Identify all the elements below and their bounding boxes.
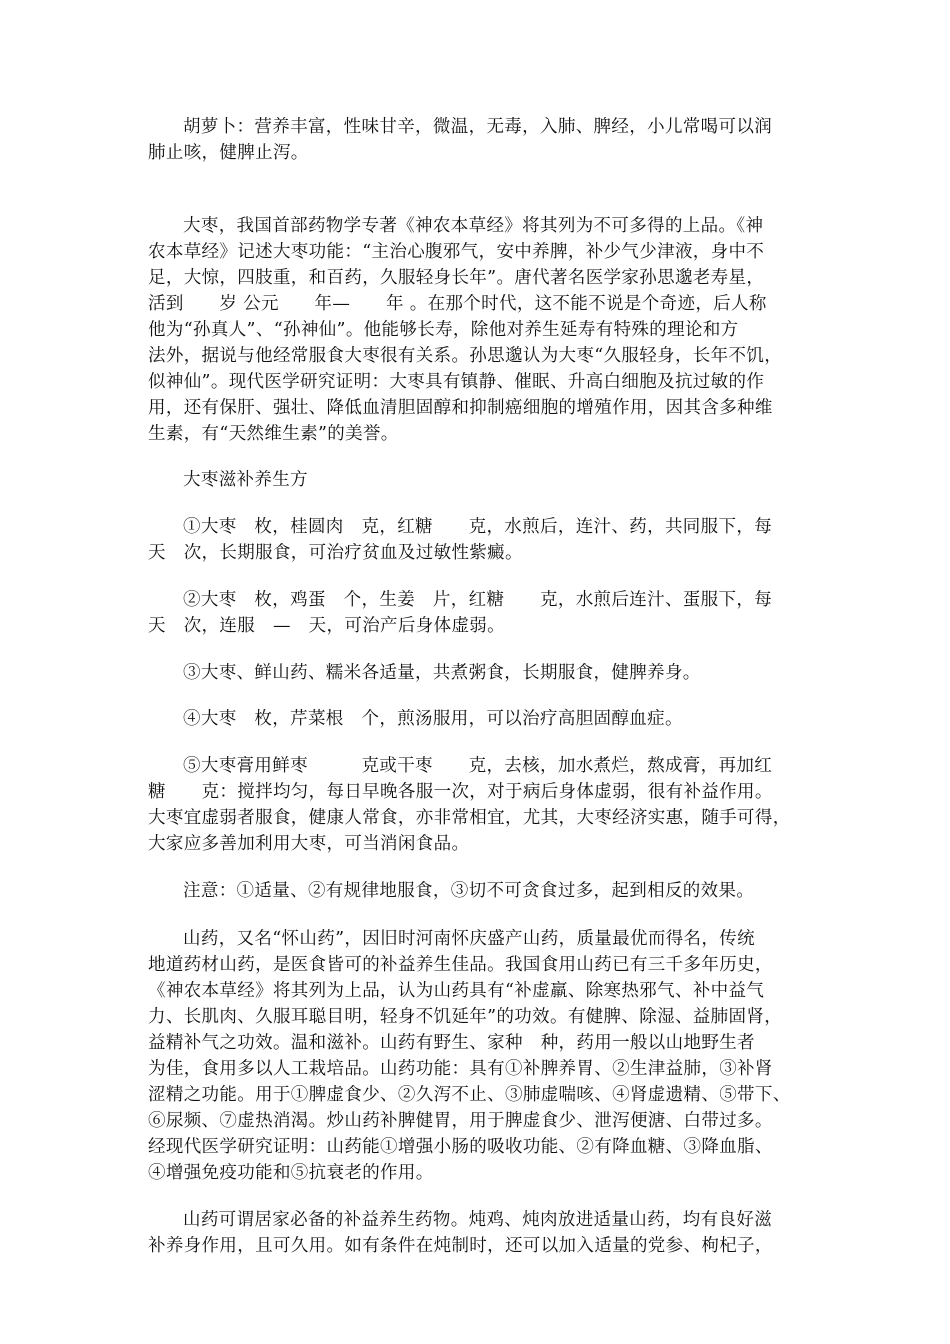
text-line: 糖 克：搅拌均匀，每日早晚各服一次，对于病后身体虚弱，很有补益作用。 — [148, 782, 773, 802]
text-line: 他为“孙真人”、“孙神仙”。他能够长寿，除他对养生延寿有特殊的理论和方 — [148, 320, 739, 340]
text-line: 涩精之功能。用于①脾虚食少、②久泻不止、③肺虚喘咳、④肾虚遗精、⑤带下、 — [148, 1085, 791, 1105]
section-heading: 大枣滋补养生方 — [183, 470, 308, 490]
text-line: 胡萝卜：营养丰富，性味甘辛，微温，无毒，入肺、脾经，小儿常喝可以润 — [183, 117, 773, 137]
text-line: 大枣宜虚弱者服食，健康人常食，亦非常相宜，尤其，大枣经济实惠，随手可得， — [148, 808, 791, 828]
text-line: 大枣，我国首部药物学专著《神农本草经》将其列为不可多得的上品。《神 — [183, 216, 764, 236]
text-line: 法外，据说与他经常服食大枣很有关系。孙思邈认为大枣“久服轻身，长年不饥， — [148, 346, 783, 366]
text-line: ④大枣 枚，芹菜根 个，煎汤服用，可以治疗高胆固醇血症。 — [183, 709, 683, 729]
note-line: 注意：①适量、②有规律地服食，③切不可贪食过多，起到相反的效果。 — [183, 881, 755, 901]
text-line: ③大枣、鲜山药、糯米各适量，共煮粥食，长期服食，健脾养身。 — [183, 663, 701, 683]
text-line: 天 次，连服 — 天，可治产后身体虚弱。 — [148, 616, 505, 636]
text-line: 用，还有保肝、强壮、降低血清胆固醇和抑制癌细胞的增殖作用，因其含多种维 — [148, 398, 773, 418]
text-line: 为佳，食用多以人工栽培品。山药功能：具有①补脾养胃、②生津益肺，③补肾 — [148, 1059, 773, 1079]
text-line: 生素，有“天然维生素”的美誉。 — [148, 424, 399, 444]
text-line: 经现代医学研究证明：山药能①增强小肠的吸收功能、②有降血糖、③降血脂、 — [148, 1137, 773, 1157]
text-line: ⑥尿频、⑦虚热消渴。炒山药补脾健胃，用于脾虚食少、泄泻便溏、白带过多。 — [148, 1111, 773, 1131]
text-line: 地道药材山药，是医食皆可的补益养生佳品。我国食用山药已有三千多年历史， — [148, 955, 773, 975]
text-line: 活到 岁 公元 年— 年 。在那个时代，这不能不说是个奇迹，后人称 — [148, 294, 767, 314]
text-line: 山药，又名“怀山药”，因旧时河南怀庆盛产山药，质量最优而得名，传统 — [183, 929, 755, 949]
text-line: 肺止咳，健脾止泻。 — [148, 143, 309, 163]
text-line: ①大枣 枚，桂圆肉 克，红糖 克，水煎后，连汁、药，共同服下，每 — [183, 517, 773, 537]
text-line: 山药可谓居家必备的补益养生药物。炖鸡、炖肉放进适量山药，均有良好滋 — [183, 1210, 773, 1230]
text-line: 补养身作用，且可久用。如有条件在炖制时，还可以加入适量的党参、枸杞子， — [148, 1236, 773, 1256]
text-line: 益精补气之功效。温和滋补。山药有野生、家种 种，药用一般以山地野生者 — [148, 1033, 755, 1053]
text-line: 《神农本草经》将其列为上品，认为山药具有“补虚羸、除寒热邪气、补中益气 — [148, 981, 765, 1001]
text-line: 天 次，长期服食，可治疗贫血及过敏性紫癜。 — [148, 543, 523, 563]
text-line: 大家应多善加利用大枣，可当消闲食品。 — [148, 834, 470, 854]
text-line: 似神仙”。现代医学研究证明：大枣具有镇静、催眠、升高白细胞及抗过敏的作 — [148, 372, 765, 392]
text-line: ②大枣 枚，鸡蛋 个，生姜 片，红糖 克，水煎后连汁、蛋服下，每 — [183, 590, 773, 610]
text-line: 足，大惊，四肢重，和百药，久服轻身长年”。唐代著名医学家孙思邈老寿星， — [148, 268, 765, 288]
text-line: 农本草经》记述大枣功能：“主治心腹邪气，安中养脾，补少气少津液，身中不 — [148, 242, 765, 262]
text-line: 力、长肌肉、久服耳聪目明，轻身不饥延年”的功效。有健脾、除湿、益肺固肾， — [148, 1007, 783, 1027]
text-line: ④增强免疫功能和⑤抗衰老的作用。 — [148, 1163, 434, 1183]
text-line: ⑤大枣膏用鲜枣 克或干枣 克，去核，加水煮烂，熬成膏，再加红 — [183, 756, 773, 776]
